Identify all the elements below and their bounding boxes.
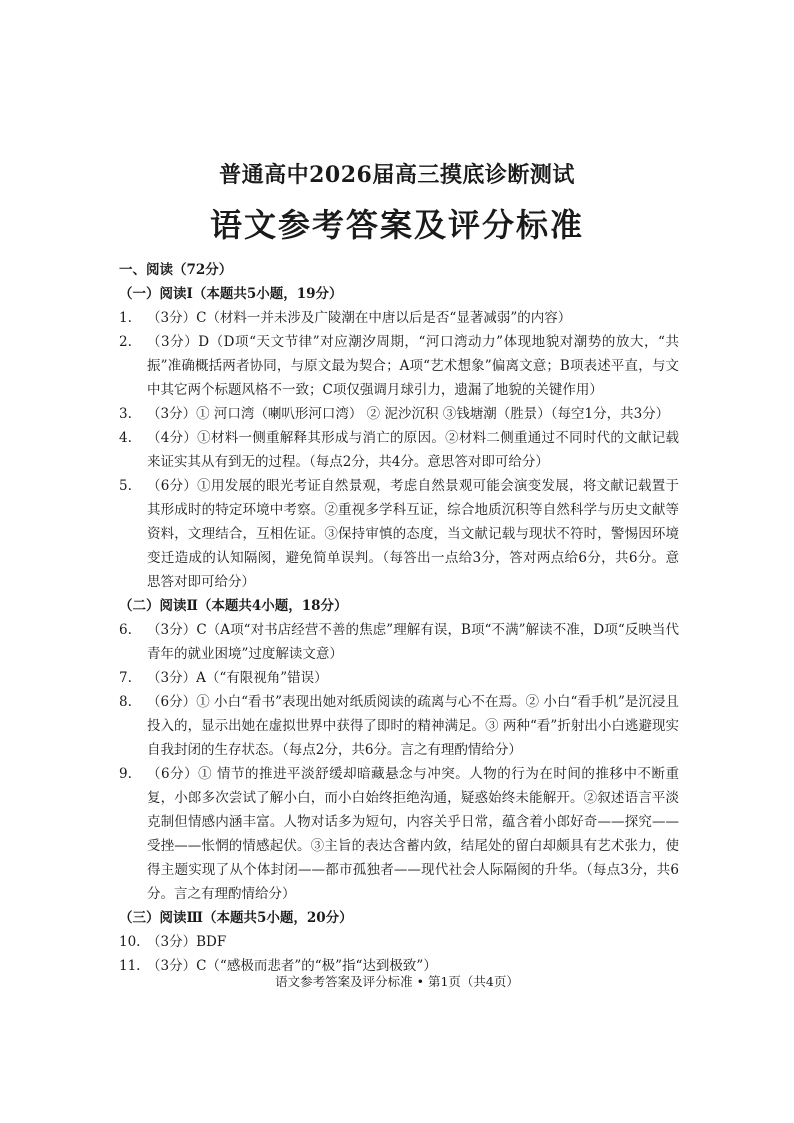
item-number: 4.: [119, 430, 132, 446]
item-text: （6分）①用发展的眼光考证自然景观，考虑自然景观可能会演变发展，将文献记载置于其形成时的特定环境中考察。②重视多学科互证，综合地质沉积等自然科学与历史文献等资料，文理结合，互相佐证。③保持审慎的态度，当文献记载与现状不符时，警惕因环境变迁造成的认知隔阂，避免简单误判。（每答出一点给3分，答对两点给6分，共6分。意思答对即可给分）: [147, 478, 679, 590]
part-heading-reading-1: （一）阅读Ⅰ（本题共5小题，19分）: [119, 286, 343, 302]
item-text: （3分）BDF: [147, 934, 227, 950]
item-number: 10.: [119, 934, 141, 950]
answer-item-4: [119, 426, 679, 474]
item-number: 2.: [119, 334, 132, 350]
item-text: （6分）① 小白“看书”表现出她对纸质阅读的疏离与心不在焉。② 小白“看手机”是沉浸且投入的，显示出她在虚拟世界中获得了即时的精神满足。③ 两种“看”折射出小白逃避现实自我封闭的生存状态。（每点2分，共6分。言之有理酌情给分）: [147, 694, 679, 758]
answer-item-8: [119, 690, 679, 762]
item-number: 3.: [119, 406, 132, 422]
item-text: （3分）C（“感极而悲者”的“极”指“达到极致”）: [147, 958, 437, 974]
exam-title: 普通高中2026届高三摸底诊断测试: [219, 162, 575, 188]
item-number: 6.: [119, 622, 132, 638]
answer-item-1: [119, 306, 679, 330]
answer-item-10: [119, 930, 679, 954]
item-number: 7.: [119, 670, 132, 686]
item-text: （3分）D（D项“天文节律”对应潮汐周期，“河口湾动力”体现地貌对潮势的放大，“共振”准确概括两者协同，与原文最为契合；A项“艺术想象”偏离文意；B项表述平直，与文中其它两个标题风格不一致；C项仅强调月球引力，遗漏了地貌的关键作用）: [147, 334, 679, 398]
answer-item-5: [119, 474, 679, 594]
document-title: 语文参考答案及评分标准: [209, 206, 584, 244]
item-text: （6分）① 情节的推进平淡舒缓却暗藏悬念与冲突。人物的行为在时间的推移中不断重复，小郎多次尝试了解小白，而小白始终拒绝沟通，疑惑始终未能解开。②叙述语言平淡克制但情感内涵丰富。人物对话多为短句，内容关乎日常，蕴含着小郎好奇——探究——受挫——怅惘的情感起伏。③主旨的表达含蓄内敛，结尾处的留白却颇具有艺术张力，使得主题实现了从个体封闭——都市孤独者——现代社会人际隔阂的升华。（每点3分，共6分。言之有理酌情给分）: [147, 766, 679, 902]
item-number: 9.: [119, 766, 132, 782]
answer-item-7: [119, 666, 679, 690]
item-number: 11.: [119, 958, 141, 974]
item-text: （3分）① 河口湾（喇叭形河口湾） ② 泥沙沉积 ③钱塘潮（胜景）（每空1分，共3分）: [147, 406, 670, 422]
answer-item-3: [119, 402, 679, 426]
answer-item-9: [119, 762, 679, 906]
item-number: 8.: [119, 694, 132, 710]
part-heading-reading-3: （三）阅读Ⅲ（本题共5小题，20分）: [119, 910, 353, 926]
item-text: （4分）①材料一侧重解释其形成与消亡的原因。②材料二侧重通过不同时代的文献记载来证实其从有到无的过程。（每点2分，共4分。意思答对即可给分）: [147, 430, 679, 470]
item-text: （3分）C（A项“对书店经营不善的焦虑”理解有误，B项“不满”解读不准，D项“反映当代青年的就业困境”过度解读文意）: [147, 622, 679, 662]
section-heading-reading: 一、阅读（72分）: [119, 262, 233, 278]
item-text: （3分）C（材料一并未涉及广陵潮在中唐以后是否“显著减弱”的内容）: [147, 310, 572, 326]
part-heading-reading-2: （二）阅读Ⅱ（本题共4小题，18分）: [119, 598, 348, 614]
page-footer: 语文参考答案及评分标准 • 第1页（共4页）: [275, 974, 519, 989]
answer-content: [119, 258, 679, 978]
answer-item-6: [119, 618, 679, 666]
item-number: 5.: [119, 478, 132, 494]
item-number: 1.: [119, 310, 132, 326]
answer-item-2: [119, 330, 679, 402]
item-text: （3分）A（“有限视角”错误）: [147, 670, 328, 686]
